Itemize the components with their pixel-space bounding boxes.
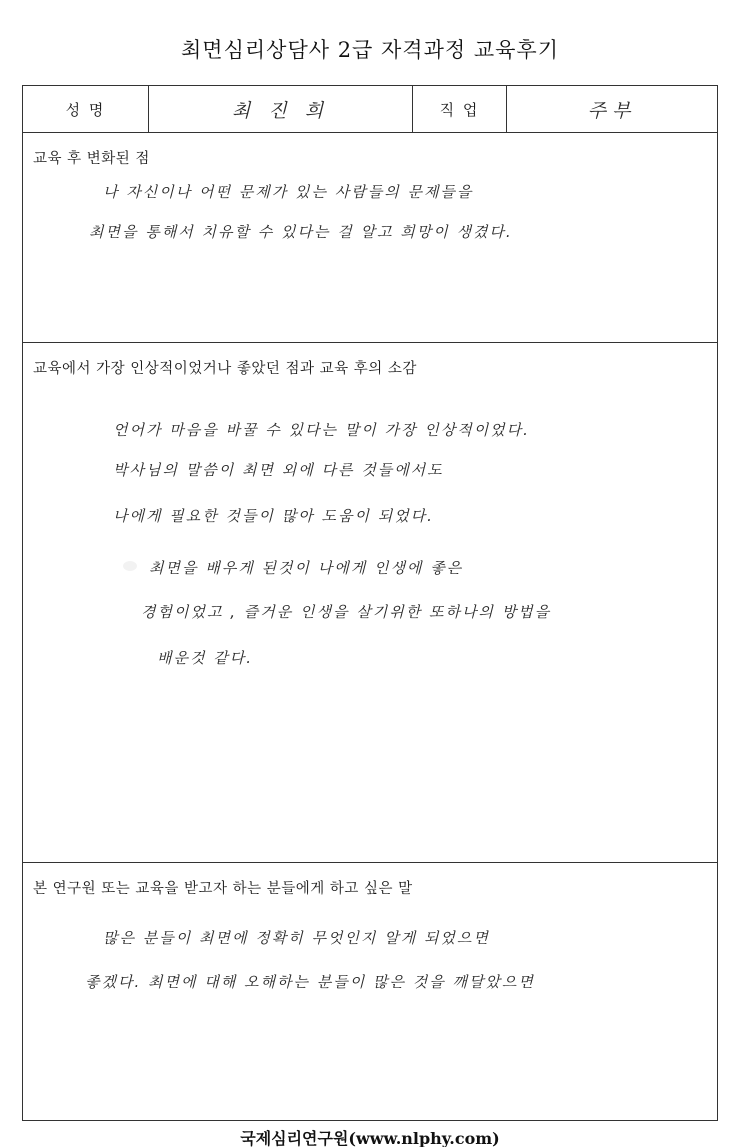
section-message-title: 본 연구원 또는 교육을 받고자 하는 분들에게 하고 싶은 말: [33, 881, 413, 897]
document-title: 최면심리상담사 2급 자격과정 교육후기: [181, 38, 559, 62]
name-label-cell: [23, 86, 149, 132]
ink-smudge: [123, 561, 137, 571]
name-label: 성 명: [65, 100, 106, 119]
section-impressions-line: 경험이었고 , 즐거운 인생을 살기위한 또하나의 방법을: [141, 603, 552, 621]
review-form: [22, 85, 718, 1121]
footer-organization: 국제심리연구원(www.nlphy.com): [240, 1129, 500, 1147]
job-value: 주부: [587, 99, 637, 122]
section-impressions-line: 박사님의 말씀이 최면 외에 다른 것들에서도: [113, 461, 444, 479]
section-impressions-line: 언어가 마음을 바꿀 수 있다는 말이 가장 인상적이었다.: [113, 421, 530, 439]
job-label: 직 업: [439, 100, 480, 119]
section-impressions-line: 최면을 배우게 된것이 나에게 인생에 좋은: [149, 559, 464, 577]
section-message-line: 좋겠다. 최면에 대해 오해하는 분들이 많은 것을 깨달았으면: [85, 973, 535, 991]
section-changes: [23, 133, 717, 343]
job-label-cell: [413, 86, 507, 132]
section-changes-title: 교육 후 변화된 점: [33, 151, 150, 167]
name-value-cell: [149, 86, 413, 132]
info-row: [23, 86, 717, 133]
job-value-cell: [507, 86, 717, 132]
section-changes-line: 최면을 통해서 치유할 수 있다는 걸 알고 희망이 생겼다.: [89, 223, 513, 241]
section-impressions: [23, 343, 717, 863]
section-message-line: 많은 분들이 최면에 정확히 무엇인지 알게 되었으면: [103, 929, 490, 947]
name-value: 최 진 희: [231, 99, 330, 122]
section-impressions-line: 배운것 같다.: [157, 649, 253, 667]
section-changes-line: 나 자신이나 어떤 문제가 있는 사람들의 문제들을: [103, 183, 474, 201]
section-impressions-line: 나에게 필요한 것들이 많아 도움이 되었다.: [113, 507, 434, 525]
section-message: [23, 863, 717, 1120]
section-impressions-title: 교육에서 가장 인상적이었거나 좋았던 점과 교육 후의 소감: [33, 361, 417, 377]
